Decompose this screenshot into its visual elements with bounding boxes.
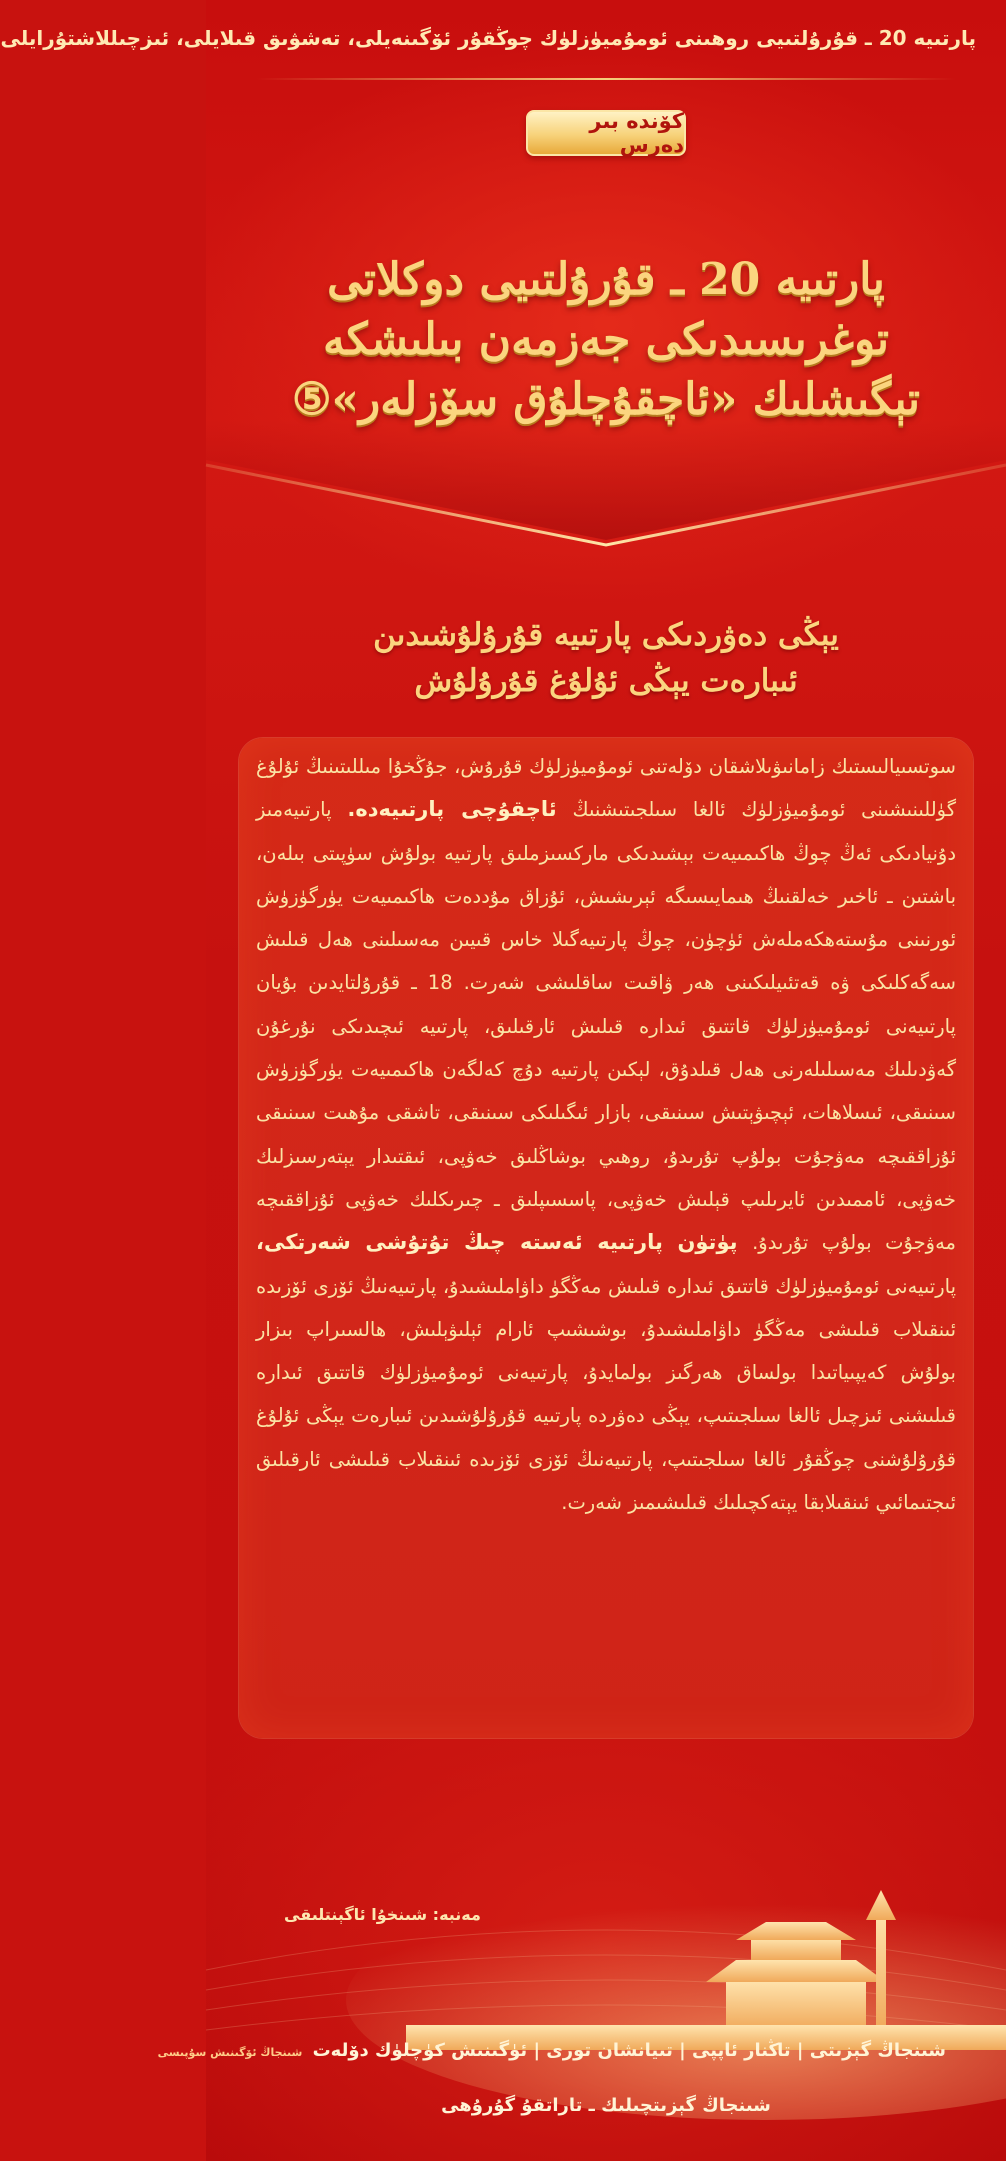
article-highlight-2: پۈتۈن پارتىيە ئەستە چىڭ تۇتۇشى شەرتكى، xyxy=(256,1230,753,1255)
section-subtitle xyxy=(246,612,966,704)
title-line-2: توغرىسىدىكى جەزمەن بىلىشكە xyxy=(322,314,889,365)
page-title xyxy=(246,250,966,430)
subtitle-line-1: يېڭى دەۋردىكى پارتىيە قۇرۇلۇشىدىن xyxy=(373,617,839,653)
article-text-3: پارتىيەنى ئومۇميۈزلۈك قاتتىق ئىدارە قىلىش مەڭگۈ داۋاملىشىدۇ، پارتىيەنىڭ ئۆزى ئۆزىدە ئىنقىلاب قىلىشى مەڭگۈ داۋاملىشىدۇ، بوشىشىپ ئارام ئېلىۋېلىش، ھالسىراپ بىزار بولۇش كەيپىياتىدا بولساق ھەرگىز بولمايدۇ، پارتىيەنى ئومۇميۈزلۈك قاتتىق ئىدارە قىلىشنى ئىزچىل ئالغا سىلجىتىپ، يېڭى دەۋردە پارتىيە قۇرۇلۇشىدىن ئىبارەت يېڭى ئۇلۇغ قۇرۇلۇشنى چوڭقۇر ئالغا سىلجىتىپ، پارتىيەنىڭ ئۆزى ئۆزىدە ئىنقىلاب قىلىشى ئارقىلىق ئىجتىمائىي ئىنقىلابقا يېتەكچىلىك قىلىشىمىز شەرت. xyxy=(256,1274,956,1515)
publisher-study-platform: ئۈگىنىش كۈچلۈك دۆلەت xyxy=(312,2040,528,2061)
campaign-slogan: پارتىيە 20 ـ قۇرۇلتىيى روھىنى ئومۇميۈزلۈك چوڭقۇر ئۆگىنەيلى، تەشۋىق قىلايلى، ئىزچىللاشتۇرايلى xyxy=(0,26,976,50)
tiananmen-skyline-illustration xyxy=(206,1850,1006,2050)
article-highlight-1: ئاچقۇچى پارتىيەدە. xyxy=(347,797,557,822)
publisher-tangnar-app: تاڭنار ئاپپى xyxy=(691,2040,791,2061)
publisher-tianshan-net: تىيانشان تورى xyxy=(546,2040,673,2061)
publisher-study-platform-small: شىنجاڭ ئۆگىنىش سۇپىسى xyxy=(157,2046,303,2059)
source-credit: مەنبە: شىنخۇا ئاگېنتلىقى xyxy=(284,1905,481,1924)
publisher-line: شىنجاڭ گېزىتى | تاڭنار ئاپپى | تىيانشان تورى | ئۈگىنىش كۈچلۈك دۆلەت شىنجاڭ ئۆگىنىش سۇپىسى xyxy=(157,2040,946,2061)
title-line-1: پارتىيە 20 ـ قۇرۇلتىيى دوكلاتى xyxy=(327,254,885,305)
daily-lesson-badge: كۆندە بىر دەرس xyxy=(526,110,686,156)
publisher-group: شىنجاڭ گېزىتچىلىك ـ تاراتقۇ گۇرۇھى xyxy=(441,2095,771,2116)
title-line-3: تېگىشلىك «ئاچقۇچلۇق سۆزلەر»⑤ xyxy=(292,374,920,425)
header-divider xyxy=(256,78,956,80)
chevron-divider xyxy=(206,420,1006,570)
article-text-1: سوتسىيالىستىك زامانىۋىلاشقان دۆلەتنى ئومۇميۈزلۈك قۇرۇش، جۇڭخۇا مىللىتىنىڭ ئۇلۇغ گۈللىنىشىنى ئومۇميۈزلۈك ئالغا سىلجىتىشنىڭ xyxy=(256,755,957,822)
publisher-xinjiang-daily: شىنجاڭ گېزىتى xyxy=(809,2040,946,2061)
subtitle-line-2: ئىبارەت يېڭى ئۇلۇغ قۇرۇلۇش xyxy=(414,663,798,699)
article-body xyxy=(256,745,956,1524)
article-text-2: پارتىيەمىز دۇنيادىكى ئەڭ چوڭ ھاكىمىيەت بېشىدىكى ماركسىزملىق پارتىيە بولۇش سۈپىتى بىلەن، باشتىن ـ ئاخىر خەلقنىڭ ھىمايىسىگە ئېرىشىش، ئۇزاق مۇددەت ھاكىمىيەت يۈرگۈزۈش ئورنىنى مۇستەھكەملەش ئۈچۈن، چوڭ پارتىيەگىلا خاس قىيىن مەسىلىنى ھەل قىلىش سەگەكلىكى ۋە قەتئىيلىكىنى ھەر ۋاقىت ساقلىشى شەرت. 18 ـ قۇرۇلتايدىن بۇيان پارتىيەنى ئومۇميۈزلۈك قاتتىق ئىدارە قىلىش ئارقىلىق، پارتىيە ئىچىدىكى نۇرغۇن گەۋدىلىك مەسىلىلەرنى ھەل قىلدۇق، لېكىن پارتىيە دۇچ كەلگەن ھاكىمىيەت يۈرگۈزۈش سىنىقى، ئىسلاھات، ئېچىۋېتىش سىنىقى، بازار ئىگىلىكى سىنىقى، تاشقى مۇھىت سىنىقى ئۇزاققىچە مەۋجۇت بولۇپ تۇرىدۇ، روھىي بوشاڭلىق خەۋپى، ئىقتىدار يېتەرسىزلىك خەۋپى، ئاممىدىن ئايرىلىپ قېلىش خەۋپى، پاسسىپلىق ـ چىرىكلىك خەۋپى ئۇزاققىچە مەۋجۇت بولۇپ تۇرىدۇ. xyxy=(256,798,957,1255)
